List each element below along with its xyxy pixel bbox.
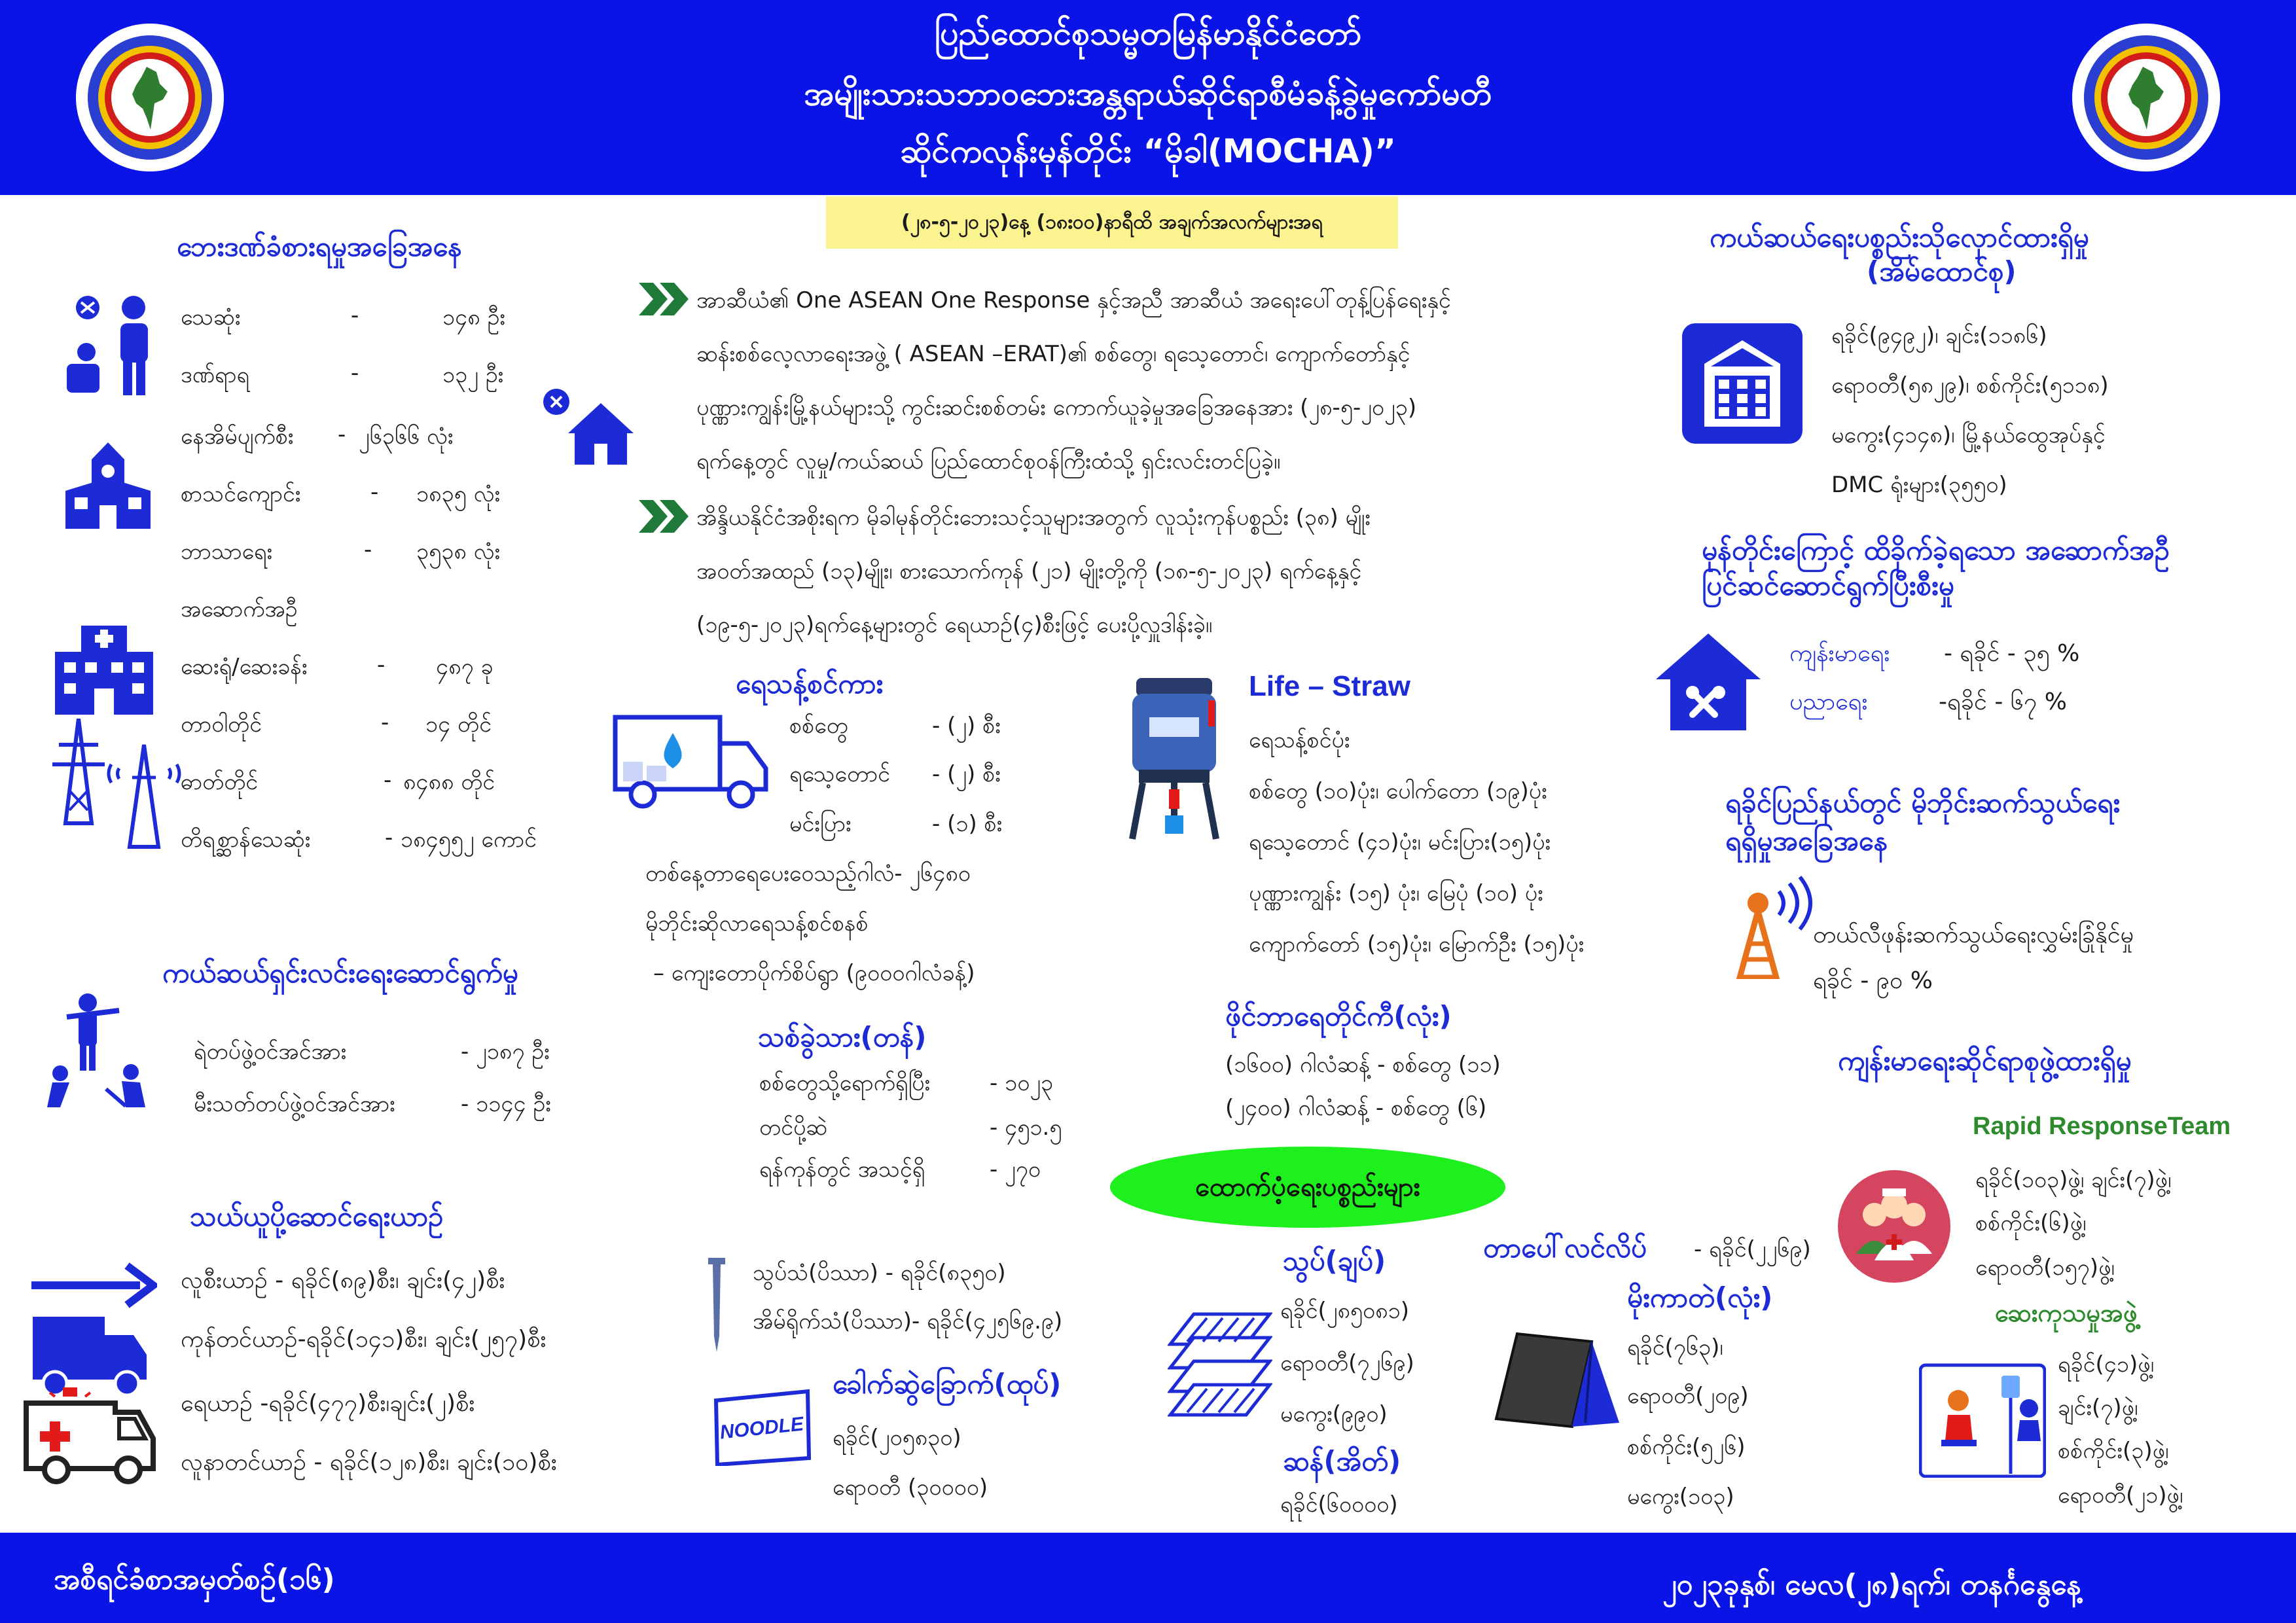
- water-car-value: - (၁) စီး: [932, 811, 1003, 837]
- lifestraw-row: ရသေ့တောင် (၄၁)ပုံး၊ မင်းပြား(၁၅)ပုံး: [1249, 829, 1551, 855]
- rescue-label: ရဲတပ်ဖွဲ့ဝင်အင်အား: [194, 1039, 347, 1065]
- asean-paragraph-line: ပုဏ္ဏားကျွန်းမြို့နယ်များသို့ ကွင်းဆင်းစစ်တမ်း ကောက်ယူခဲ့မှုအခြေအနေအား (၂၈-၅-၂၀၂၃): [696, 395, 1417, 421]
- damage-label: အဆောက်အဦ: [181, 596, 298, 622]
- transport-row: ကုန်တင်ယာဉ်-ရခိုင်(၁၄၁)စီး၊ ချင်း(၂၅၇)စီး: [181, 1326, 547, 1353]
- noodle-icon-label: NOODLE: [719, 1413, 805, 1444]
- damage-label: ဓာတ်တိုင်: [181, 769, 259, 795]
- damage-sep: -: [351, 302, 359, 329]
- damage-label: သေဆုံး: [181, 304, 241, 330]
- water-car-value: - (၂) စီး: [932, 761, 1001, 787]
- report-number: အစီရင်ခံစာအမှတ်စဉ်(၁၆): [54, 1563, 335, 1596]
- timber-title: သစ်ခွဲသား(တန်): [758, 1021, 927, 1053]
- lifestraw-title: Life – Straw: [1249, 670, 1410, 702]
- rrt-row: ရခိုင်(၁၀၃)ဖွဲ့၊ ချင်း(၇)ဖွဲ့၊: [1975, 1167, 2172, 1193]
- noodle-title: ခေါက်ဆွဲခြောက်(ထုပ်): [833, 1368, 1062, 1400]
- noodle-row: ရခိုင်(၂၀၅၈၃၀): [833, 1425, 961, 1451]
- asean-paragraph-line: ဆန်းစစ်လေ့လာရေးအဖွဲ့ ( ASEAN –ERAT)၏ စစ်တွေ၊ ရသေ့တောင်၊ ကျောက်တော်နှင့်: [696, 341, 1410, 367]
- damage-sep: -: [385, 825, 393, 851]
- timber-label: တင်ပို့ဆဲ: [759, 1115, 828, 1141]
- transport-row: လူစီးယာဉ် - ရခိုင်(၈၉)စီး၊ ချင်း(၄၂)စီး: [181, 1267, 505, 1294]
- india-paragraph-line: (၁၉-၅-၂၀၂၃)ရက်နေ့များတွင် ရေယာဉ်(၄)စီးဖြင့် ပေးပို့လှူဒါန်းခဲ့။: [696, 612, 1213, 638]
- ambulance-icon: [24, 1386, 157, 1484]
- water-tank-row: (၁၆၀၀) ဂါလံဆန့် - စစ်တွေ (၁၁): [1225, 1052, 1501, 1078]
- header-bar: [0, 0, 2296, 195]
- water-car-title: ရေသန့်စင်ကား: [736, 668, 884, 700]
- zinc-row: မကွေး(၉၉၀): [1280, 1401, 1388, 1427]
- india-paragraph-line: အဝတ်အထည် (၁၃)မျိုး၊ စားသောက်ကုန် (၂၁) မျိုးတို့ကို (၁၈-၅-၂၀၂၃) ရက်နေ့နှင့်: [696, 558, 1362, 584]
- timber-value: - ၁၀၂၃: [990, 1070, 1054, 1096]
- damage-value: ၂၆၃၆၆ လုံး: [359, 423, 454, 450]
- school-icon: [65, 442, 151, 529]
- telecom-subtitle: ရရှိမှုအခြေအနေ: [1725, 825, 1888, 857]
- health-title: ကျန်းမာရေးဆိုင်ရာစုဖွဲ့ထားရှိမှု: [1838, 1044, 2132, 1077]
- india-paragraph-line: အိန္ဒိယနိုင်ငံအစိုးရက မိုခါမုန်တိုင်းဘေးသင့်သူများအတွက် လူသုံးကုန်ပစ္စည်း (၃၈) မျိုး: [696, 505, 1371, 531]
- damage-sep: -: [370, 479, 379, 505]
- damage-title: ဘေးဒဏ်ခံစားရမှုအခြေအနေ: [177, 230, 462, 262]
- damage-sep: -: [338, 421, 346, 448]
- timber-value: - ၂၇၀: [990, 1156, 1041, 1183]
- transport-row: လူနာတင်ယာဉ် - ရခိုင်(၁၂၈)စီး၊ ချင်း(၁၀)စီး: [181, 1449, 557, 1476]
- tent-row: ရောဝတီ(၂၀၉): [1627, 1383, 1749, 1409]
- water-tank-row: (၂၄၀၀) ဂါလံဆန့် - စစ်တွေ (၆): [1225, 1095, 1487, 1121]
- damage-value: ၁၄၈ ဦး: [442, 304, 505, 330]
- damage-sep: -: [351, 360, 359, 386]
- repair-label: ပညာရေး: [1789, 688, 1868, 715]
- transport-title: သယ်ယူပို့ဆောင်ရေးယာဉ်: [190, 1200, 444, 1232]
- transport-row: ရေယာဉ် -ရခိုင်(၄၇၇)စီး၊ချင်း(၂)စီး: [181, 1390, 475, 1417]
- damage-label: ဆေးရုံ/ဆေးခန်း: [181, 654, 308, 680]
- tent-row: စစ်ကိုင်း(၅၂၆): [1627, 1434, 1746, 1460]
- rescue-worker-icon: [41, 991, 152, 1109]
- damage-label: တာဝါတိုင်: [181, 711, 262, 738]
- nail-row: သွပ်သံ(ပိဿာ) - ရခိုင်(၈၃၅၀): [753, 1260, 1006, 1286]
- repair-value: -ရခိုင် - ၆၇ %: [1939, 688, 2067, 715]
- rrt-title: Rapid ResponseTeam: [1973, 1113, 2231, 1140]
- rice-row: ရခိုင်(၆၀၀၀၀): [1280, 1491, 1398, 1518]
- house-icon: [542, 387, 634, 466]
- water-car-note: တစ်နေ့တာရေပေးဝေသည့်ဂါလံ- ၂၆၄၈၀: [645, 861, 971, 887]
- shelter-row: ရောဝတီ(၅၈၂၉)၊ စစ်ကိုင်း(၅၁၁၈): [1831, 372, 2109, 399]
- noodle-row: ရောဝတီ (၃၀၀၀၀): [833, 1474, 988, 1501]
- rescue-value: - ၁၁၄၄ ဦး: [461, 1091, 551, 1117]
- damage-sep: -: [364, 537, 372, 563]
- timber-value: - ၄၅၁.၅: [990, 1115, 1062, 1141]
- zinc-row: ရခိုင်(၂၈၅၀၈၁): [1280, 1298, 1409, 1324]
- zinc-sheet-icon: [1168, 1311, 1272, 1420]
- water-filter-icon: [1123, 678, 1225, 840]
- telecom-row: ရခိုင် - ၉၀ %: [1813, 967, 1933, 994]
- lifestraw-row: ပုဏ္ဏားကျွန်း (၁၅) ပုံး၊ မြေပုံ (၁၀) ပုံး: [1249, 880, 1543, 906]
- chevron-arrow-icon: [639, 500, 691, 533]
- telecom-row: တယ်လီဖုန်းဆက်သွယ်ရေးလွှမ်းခြုံနိုင်မှု: [1813, 921, 2134, 948]
- damage-label: ဘာသာရေး: [181, 539, 273, 565]
- header-title-line2: အမျိုးသားသဘာဝဘေးအန္တရာယ်ဆိုင်ရာစီမံခန့်ခွဲမှုကော်မတီ: [804, 75, 1492, 113]
- rescue-title: ကယ်ဆယ်ရှင်းလင်းရေးဆောင်ရွက်မှု: [162, 957, 518, 989]
- asean-paragraph-line: အာဆီယံ၏ One ASEAN One Response နှင့်အညီ အာဆီယံ အရေးပေါ်တုန့်ပြန်ရေးနှင့်: [696, 287, 1451, 313]
- damage-sep: -: [377, 652, 386, 678]
- damage-label: နေအိမ်ပျက်စီး: [181, 423, 294, 450]
- shelter-row: မကွေး(၄၁၄၈)၊ မြို့နယ်ထွေအုပ်နှင့်: [1831, 422, 2106, 448]
- tent-icon: [1494, 1331, 1622, 1429]
- tarpaulin-value: - ရခိုင်(၂၂၆၉): [1694, 1236, 1811, 1262]
- lifestraw-row: စစ်တွေ (၁၀)ပုံး၊ ပေါက်တော (၁၉)ပုံး: [1249, 778, 1547, 804]
- rescue-label: မီးသတ်တပ်ဖွဲ့ဝင်အင်အား: [194, 1091, 395, 1117]
- supplies-oval-heading: ထောက်ပံ့ရေးပစ္စည်းများ: [1110, 1147, 1505, 1228]
- shelter-subtitle: (အိမ်ထောင်စု): [1867, 255, 2017, 287]
- injured-person-icon: [63, 293, 161, 398]
- footer-bar: [0, 1533, 2296, 1623]
- medical-team-icon: [1837, 1169, 1952, 1284]
- shelter-title: ကယ်ဆယ်ရေးပစ္စည်းသိုလှောင်ထားရှိမှု: [1710, 221, 2089, 253]
- shelter-row: ရခိုင်(၉၄၉၂)၊ ချင်း(၁၁၈၆): [1831, 323, 2047, 349]
- water-car-note: မိုဘိုင်းဆိုလာရေသန့်စင်စနစ်: [645, 910, 869, 936]
- treatment-row: ချင်း(၇)ဖွဲ့၊: [2058, 1395, 2138, 1421]
- repair-value: - ရခိုင် - ၃၅ %: [1944, 640, 2080, 667]
- treatment-row: စစ်ကိုင်း(၃)ဖွဲ့၊: [2058, 1438, 2169, 1464]
- tent-row: မကွေး(၁၀၃): [1627, 1484, 1734, 1510]
- treatment-row: ရခိုင်(၄၁)ဖွဲ့၊: [2058, 1351, 2155, 1378]
- damage-value: ၈၄၈၈ တိုင်: [403, 769, 495, 795]
- damage-label: တိရစ္ဆာန်သေဆုံး: [181, 827, 311, 853]
- treatment-row: ရောဝတီ(၂၁)ဖွဲ့၊: [2058, 1482, 2183, 1508]
- water-car-label: မင်းပြား: [789, 811, 852, 837]
- treatment-title: ဆေးကုသမှုအဖွဲ့: [1995, 1298, 2138, 1327]
- repair-subtitle: ပြင်ဆင်ဆောင်ရွက်ပြီးစီးမှု: [1702, 569, 1954, 601]
- damage-value: ၃၅၃၈ လုံး: [416, 539, 501, 565]
- damage-value: ၁၈၄၅၅၂ ကောင်: [401, 827, 537, 853]
- cell-tower-icon: [1713, 872, 1821, 979]
- damage-value: ၄၈၇ ခု: [436, 654, 493, 680]
- water-car-label: ရသေ့တောင်: [789, 761, 890, 787]
- zinc-row: ရောဝတီ(၇၂၆၉): [1280, 1350, 1414, 1376]
- chevron-arrow-icon: [639, 283, 691, 315]
- hospital-icon: [55, 626, 153, 715]
- tower-icon: [46, 719, 190, 849]
- tent-title: မိုးကာတဲ(လုံး): [1627, 1281, 1773, 1313]
- rescue-value: - ၂၁၈၇ ဦး: [461, 1039, 550, 1065]
- damage-value: ၁၄ တိုင်: [425, 711, 492, 738]
- rrt-row: ရောဝတီ(၁၅၇)ဖွဲ့၊: [1975, 1255, 2115, 1281]
- repair-house-icon: [1655, 632, 1762, 732]
- damage-sep: -: [384, 767, 392, 793]
- date-note: (၂၈-၅-၂၀၂၃)နေ့ (၁၈း၀၀)နာရီထိ အချက်အလက်များအရ: [826, 196, 1398, 249]
- rice-title: ဆန်(အိတ်): [1283, 1445, 1401, 1477]
- nail-icon: [707, 1258, 726, 1352]
- damage-value: ၁၈၃၅ လုံး: [416, 481, 501, 507]
- rrt-row: စစ်ကိုင်း(၆)ဖွဲ့၊: [1975, 1210, 2087, 1236]
- report-date: ၂၀၂၃ခုနှစ်၊ မေလ(၂၈)ရက်၊ တနင်္ဂနွေနေ့: [1662, 1568, 2081, 1601]
- water-tank-title: ဖိုင်ဘာရေတိုင်ကီ(လုံး): [1225, 1000, 1452, 1032]
- damage-value: ၁၃၂ ဦး: [442, 362, 504, 388]
- warehouse-icon: [1682, 323, 1803, 444]
- timber-label: ရန်ကုန်တွင် အသင့်ရှိ: [759, 1156, 925, 1183]
- tent-row: ရခိုင်(၇၆၃)၊: [1627, 1334, 1723, 1361]
- damage-label: စာသင်ကျောင်း: [181, 481, 301, 507]
- repair-label: ကျန်းမာရေး: [1789, 640, 1890, 667]
- tarpaulin-title: တာပေါ်လင်လိပ်: [1483, 1232, 1647, 1264]
- lifestraw-row: ရေသန့်စင်ပုံး: [1249, 727, 1350, 753]
- repair-title: မုန်တိုင်းကြောင့် ထိခိုက်ခဲ့ရသော အဆောက်အဦ: [1702, 534, 2170, 566]
- patient-treatment-icon: [1919, 1363, 2046, 1478]
- header-title-line1: ပြည်ထောင်စုသမ္မတမြန်မာနိုင်ငံတော်: [934, 14, 1362, 52]
- telecom-title: ရခိုင်ပြည်နယ်တွင် မိုဘိုင်းဆက်သွယ်ရေး: [1725, 787, 2121, 819]
- water-car-label: စစ်တွေ: [789, 713, 848, 739]
- noodle-icon: [709, 1387, 814, 1466]
- nail-row: အိမ်ရိုက်သံ(ပိဿာ)- ရခိုင်(၄၂၅၆၉.၉): [753, 1308, 1063, 1334]
- shelter-row: DMC ရုံးများ(၃၅၅၀): [1831, 472, 2007, 498]
- lifestraw-row: ကျောက်တော် (၁၅)ပုံး၊ မြောက်ဦး (၁၅)ပုံး: [1249, 931, 1585, 957]
- damage-label: ဒဏ်ရာရ: [181, 362, 250, 388]
- water-car-value: - (၂) စီး: [932, 713, 1001, 739]
- damage-sep: -: [381, 709, 389, 736]
- water-car-note: – ကျေးတောပိုက်စိပ်ရွာ (၉၀၀၀ဂါလံခန့်): [653, 960, 975, 986]
- water-truck-icon: [610, 713, 770, 810]
- zinc-title: သွပ်(ချပ်): [1283, 1245, 1386, 1277]
- header-title-line3: ဆိုင်ကလုန်းမုန်တိုင်း “မိုခါ(MOCHA)”: [900, 132, 1396, 170]
- timber-label: စစ်တွေသို့ရောက်ရှိပြီး: [759, 1070, 931, 1096]
- asean-paragraph-line: ရက်နေ့တွင် လူမှု/ကယ်ဆယ် ပြည်ထောင်စုဝန်ကြီးထံသို့ ရှင်းလင်းတင်ပြခဲ့။: [696, 448, 1281, 474]
